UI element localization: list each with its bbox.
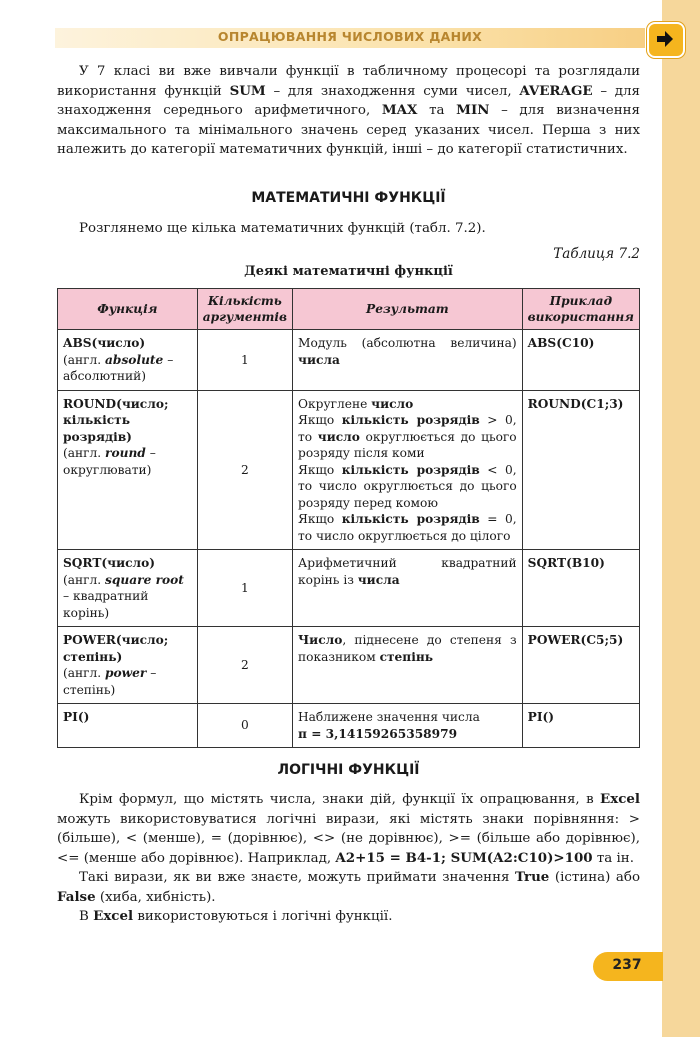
table-row — [58, 704, 640, 748]
section-title: ОПРАЦЮВАННЯ ЧИСЛОВИХ ДАНИХ — [217, 29, 483, 44]
logic-paragraph-2: Такі вирази, як ви вже знаєте, можуть приймати значення True (істина) або False (хиба, хибність). — [57, 869, 641, 905]
fn-cell: POWER(число; степінь) (англ. power – степінь) — [58, 627, 198, 704]
intro-text — [57, 62, 640, 160]
table-row — [58, 390, 640, 550]
math-intro — [57, 219, 640, 239]
next-page-button[interactable] — [647, 22, 685, 58]
col-header-args: Кількість аргументів — [197, 289, 292, 330]
example-cell: ABS(C10) — [522, 330, 639, 391]
page-number: 237 — [612, 957, 642, 973]
table-header-row — [58, 289, 640, 330]
table-caption: Деякі математичні функції — [244, 264, 453, 279]
result-cell: Арифметичний квадратний корінь із числа — [293, 550, 523, 627]
result-cell: Число, піднесене до степеня з показником степінь — [293, 627, 523, 704]
args-cell: 2 — [197, 627, 292, 704]
example-cell: PI() — [522, 704, 639, 748]
result-cell: Модуль (абсолютна величина) числа — [293, 330, 523, 391]
example-cell: POWER(C5;5) — [522, 627, 639, 704]
args-cell: 1 — [197, 330, 292, 391]
table-row — [58, 550, 640, 627]
example-cell: ROUND(C1;3) — [522, 390, 639, 550]
args-cell: 0 — [197, 704, 292, 748]
result-cell: Округлене число Якщо кількість розрядів > 0, то число округлюється до цього розряду після коми Якщо кількість розрядів < 0, то число округлюється до цього розряду перед комою Якщо кількість розрядів = 0, то число округлюється до цілого — [293, 390, 523, 550]
fn-cell: ROUND(число; кількість розрядів) (англ. round – округлювати) — [58, 390, 198, 550]
result-cell: Наближене значення числа π = 3,14159265358979 — [293, 704, 523, 748]
table-number: Таблиця 7.2 — [553, 246, 640, 262]
math-intro-text: Розглянемо ще кілька математичних функцій (табл. 7.2). — [79, 221, 486, 236]
col-header-result: Результат — [293, 289, 523, 330]
logic-text — [57, 790, 640, 927]
col-header-example: Приклад використання — [522, 289, 639, 330]
table-row — [58, 330, 640, 391]
example-cell: SQRT(B10) — [522, 550, 639, 627]
fn-cell: SQRT(число) (англ. square root – квадратний корінь) — [58, 550, 198, 627]
intro-paragraph: У 7 класі ви вже вивчали функції в табличному процесорі та розглядали використання функцій SUM – для знаходження суми чисел, AVERAGE – для знаходження середнього арифметичного, MAX та MIN – для визначення максимального та мінімального значень серед указаних чисел. Перша з них належить до категорії математичних функцій, інші – до категорії статистичних. — [57, 64, 640, 157]
arrow-right-icon — [655, 29, 675, 49]
fn-cell: ABS(число) (англ. absolute – абсолютний) — [58, 330, 198, 391]
right-margin-bar — [662, 0, 700, 1037]
table-row — [58, 627, 640, 704]
logic-paragraph-1: Крім формул, що містять числа, знаки дій, функції їх опрацювання, в Excel можуть використовуватися логічні вирази, які містять знаки порівняння: > (більше), < (менше), = (дорівнює), <> (не дорівнює), >= (більше або дорівнює), <= (менше або дорівнює). Наприклад, A2+15 = B4-1; SUM(A2:C10)>100 та ін. — [57, 791, 640, 866]
logic-heading: ЛОГІЧНІ ФУНКЦІЇ — [277, 762, 420, 778]
logic-paragraph-3: В Excel використовуються і логічні функції. — [79, 908, 393, 924]
args-cell: 2 — [197, 390, 292, 550]
col-header-function: Функція — [58, 289, 198, 330]
math-heading: МАТЕМАТИЧНІ ФУНКЦІЇ — [251, 190, 446, 206]
math-functions-table — [57, 288, 640, 748]
fn-cell: PI() — [58, 704, 198, 748]
args-cell: 1 — [197, 550, 292, 627]
